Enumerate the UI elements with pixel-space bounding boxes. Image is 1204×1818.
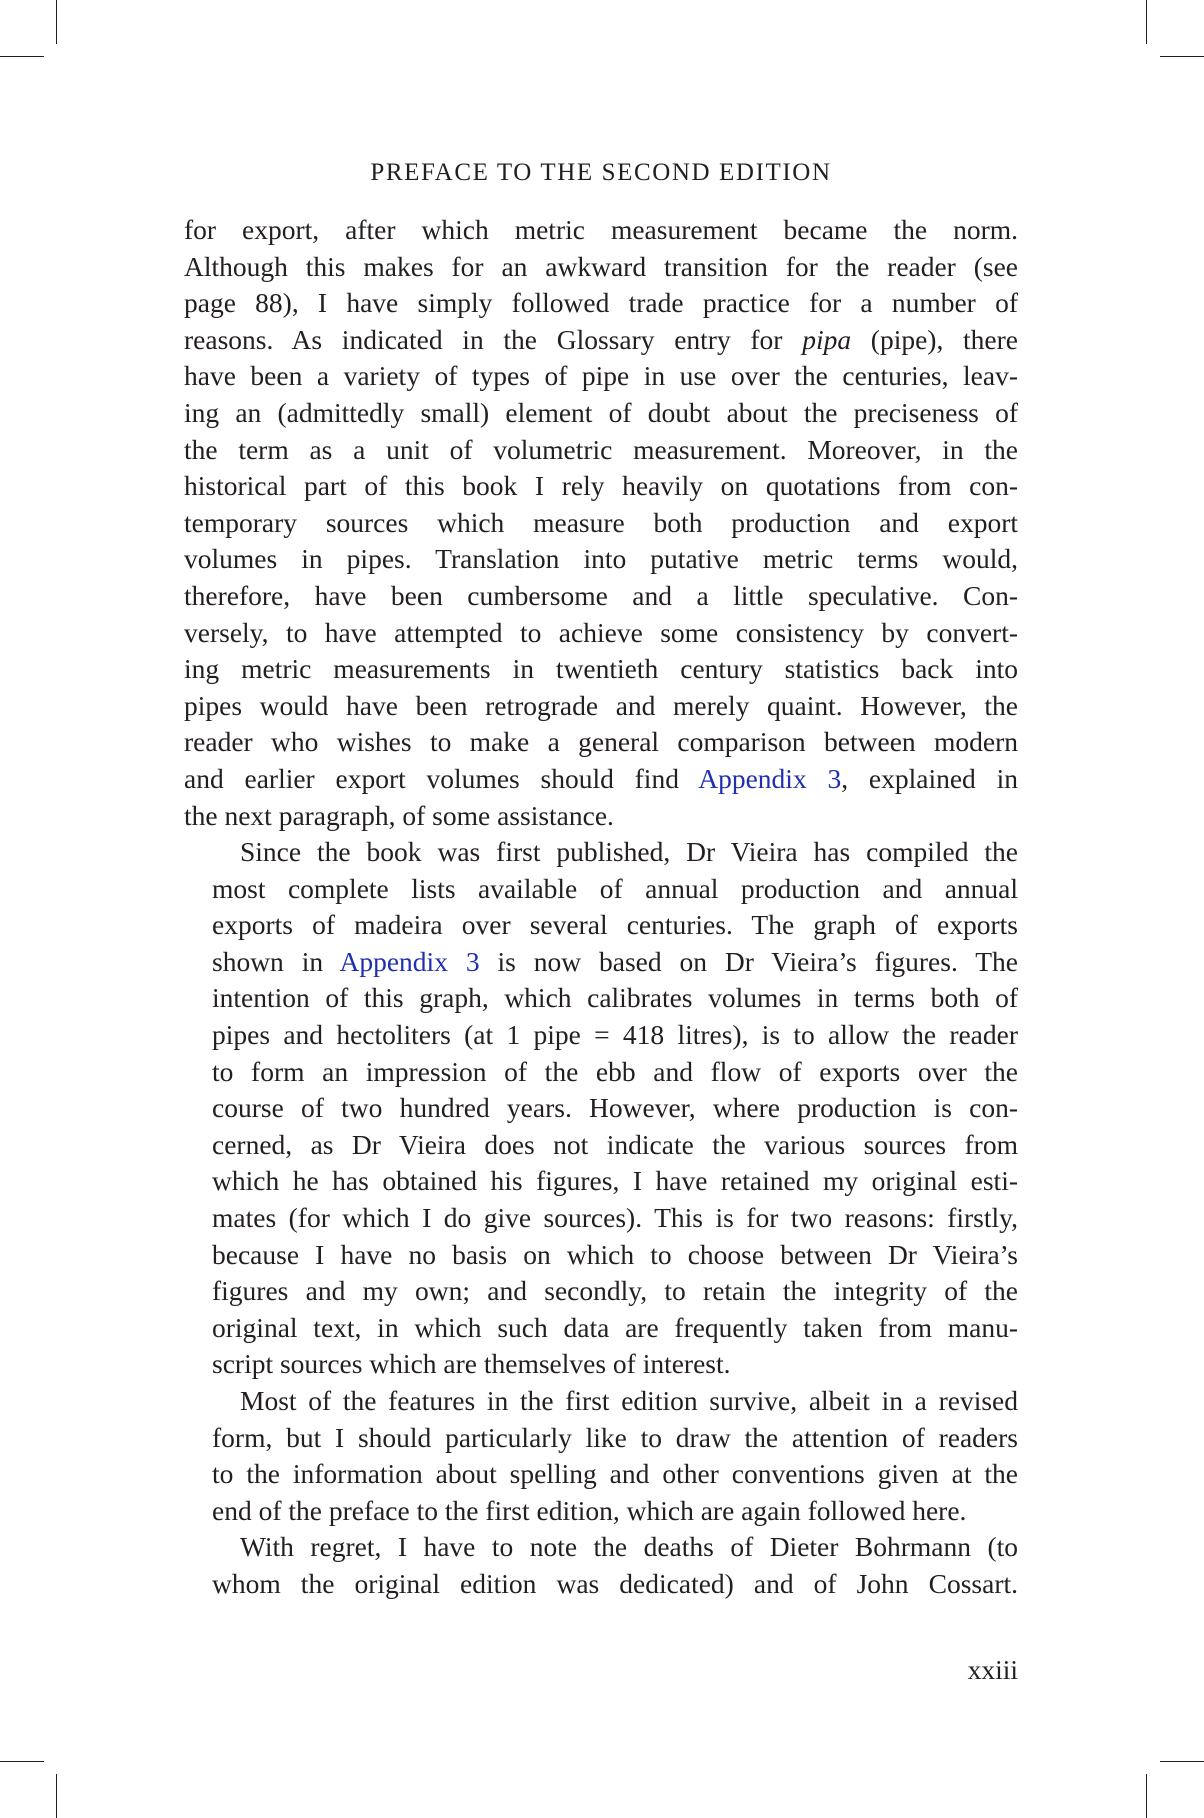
paragraph <box>184 212 1018 834</box>
text-line <box>184 1346 1018 1383</box>
text-run: figures and my own; and secondly, to retain the integrity of the <box>212 1275 1018 1307</box>
text-run: cerned, as Dr Vieira does not indicate the various sources from <box>212 1128 1018 1160</box>
text-run: because I have no basis on which to choose between Dr Vieira’s <box>212 1238 1018 1270</box>
text-line <box>184 468 1018 505</box>
text-run: to the information about spelling and other conventions given at the <box>212 1458 1018 1490</box>
text-line <box>184 1017 1018 1054</box>
text-line <box>184 1200 1018 1237</box>
text-run: volumes in pipes. Translation into putative metric terms would, <box>184 543 1018 575</box>
text-line <box>184 1163 1018 1200</box>
text-run: versely, to have attempted to achieve some consistency by convert- <box>184 616 1018 648</box>
text-line <box>184 432 1018 469</box>
text-line <box>184 1383 1018 1420</box>
appendix-link[interactable]: Appendix 3 <box>698 762 842 794</box>
text-run: Although this makes for an awkward transition for the reader (see <box>184 250 1018 282</box>
text-line <box>184 615 1018 652</box>
text-run: exports of madeira over several centuries. The graph of exports <box>212 909 1018 941</box>
text-line <box>184 505 1018 542</box>
paragraph <box>184 834 1018 1383</box>
text-line <box>184 944 1018 981</box>
crop-mark-top-left-horizontal <box>0 56 44 57</box>
appendix-link[interactable]: Appendix 3 <box>339 945 480 977</box>
text-line <box>184 798 1018 835</box>
text-line <box>184 1237 1018 1274</box>
text-run: , explained in <box>841 762 1018 794</box>
body-text <box>184 212 1018 1603</box>
paragraph <box>184 1529 1018 1602</box>
text-run: the term as a unit of volumetric measurement. Moreover, in the <box>184 433 1018 465</box>
text-line <box>184 1273 1018 1310</box>
text-run: original text, in which such data are frequently taken from manu- <box>212 1311 1018 1343</box>
text-run: temporary sources which measure both production and export <box>184 506 1018 538</box>
crop-mark-top-right-vertical <box>1146 0 1147 44</box>
text-line <box>184 834 1018 871</box>
text-line <box>184 1566 1018 1603</box>
text-line <box>184 980 1018 1017</box>
text-run: and earlier export volumes should find <box>184 762 699 794</box>
text-line <box>184 322 1018 359</box>
text-run: therefore, have been cumbersome and a little speculative. Con- <box>184 579 1018 611</box>
text-line <box>184 907 1018 944</box>
text-run: for export, after which metric measurement became the norm. <box>184 214 1018 245</box>
text-line <box>184 249 1018 286</box>
text-run: (pipe), there <box>851 323 1018 355</box>
text-line <box>184 761 1018 798</box>
text-run: historical part of this book I rely heavily on quotations from con- <box>184 470 1018 502</box>
text-run: ing an (admittedly small) element of doubt about the preciseness of <box>184 396 1018 428</box>
text-run: With regret, I have to note the deaths of Dieter Bohrmann (to <box>240 1531 1018 1563</box>
crop-mark-bottom-right-horizontal <box>1160 1761 1204 1762</box>
crop-mark-bottom-left-vertical <box>56 1774 57 1818</box>
text-line <box>184 1090 1018 1127</box>
text-run: the next paragraph, of some assistance. <box>184 799 614 831</box>
text-line <box>184 1054 1018 1091</box>
text-run: course of two hundred years. However, where production is con- <box>212 1092 1018 1124</box>
text-line <box>184 1529 1018 1566</box>
text-run: reasons. As indicated in the Glossary entry for <box>184 323 803 355</box>
text-run: most complete lists available of annual production and annual <box>212 872 1018 904</box>
crop-mark-bottom-right-vertical <box>1146 1774 1147 1818</box>
text-line <box>184 212 1018 249</box>
page-number: xxiii <box>967 1654 1018 1685</box>
text-run: page 88), I have simply followed trade practice for a number of <box>184 287 1018 319</box>
paragraph <box>184 1383 1018 1529</box>
text-line <box>184 285 1018 322</box>
text-run: whom the original edition was dedicated) and of John Cossart. <box>212 1567 1018 1599</box>
text-run: to form an impression of the ebb and flow of exports over the <box>212 1055 1018 1087</box>
text-run: pipes and hectoliters (at 1 pipe = 418 litres), is to allow the reader <box>212 1019 1018 1051</box>
text-run: Since the book was first published, Dr Vieira has compiled the <box>240 836 1018 868</box>
text-run: shown in <box>212 945 340 977</box>
text-run: mates (for which I do give sources). This is for two reasons: firstly, <box>212 1202 1018 1234</box>
text-run: form, but I should particularly like to draw the attention of readers <box>212 1421 1018 1453</box>
text-run: pipes would have been retrograde and merely quaint. However, the <box>184 689 1018 721</box>
text-line <box>184 358 1018 395</box>
text-line <box>184 541 1018 578</box>
text-line <box>184 578 1018 615</box>
text-run: ing metric measurements in twentieth century statistics back into <box>184 653 1018 685</box>
text-run: intention of this graph, which calibrates volumes in terms both of <box>212 982 1018 1014</box>
text-run: script sources which are themselves of interest. <box>212 1348 731 1380</box>
text-line <box>184 1127 1018 1164</box>
italic-term: pipa <box>802 323 852 355</box>
crop-mark-bottom-left-horizontal <box>0 1761 44 1762</box>
crop-mark-top-left-vertical <box>56 0 57 44</box>
running-head: PREFACE TO THE SECOND EDITION <box>370 159 832 186</box>
text-run: reader who wishes to make a general comparison between modern <box>184 726 1018 758</box>
text-line <box>184 1456 1018 1493</box>
text-run: which he has obtained his figures, I have retained my original esti- <box>212 1165 1018 1197</box>
text-line <box>184 395 1018 432</box>
text-run: have been a variety of types of pipe in use over the centuries, leav- <box>184 360 1018 392</box>
crop-mark-top-right-horizontal <box>1160 56 1204 57</box>
text-line <box>184 871 1018 908</box>
text-line <box>184 688 1018 725</box>
text-line <box>184 1420 1018 1457</box>
text-line <box>184 1310 1018 1347</box>
text-line <box>184 1493 1018 1530</box>
text-run: end of the preface to the first edition, which are again followed here. <box>212 1494 967 1526</box>
text-run: is now based on Dr Vieira’s figures. The <box>479 945 1018 977</box>
text-line <box>184 724 1018 761</box>
text-run: Most of the features in the first edition survive, albeit in a revised <box>240 1385 1018 1416</box>
text-line <box>184 651 1018 688</box>
